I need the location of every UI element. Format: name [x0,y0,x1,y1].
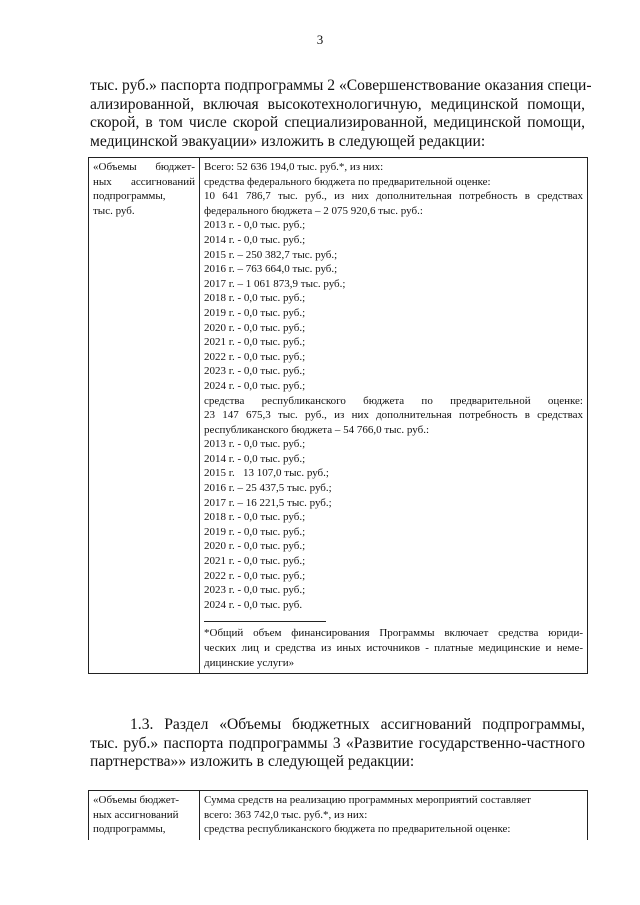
content-line: республиканского бюджета – 54 766,0 тыс. руб.: [204,423,430,436]
content-line: Сумма средств на реализацию программных мероприятий составляет [204,794,531,806]
intro-line: медицинской эвакуации» изложить в следующей редакции: [90,132,486,150]
content-line: 2015 г. 13 107,0 тыс. руб.; [204,467,329,480]
content-line: 10 641 786,7 тыс. руб., из них дополнительная потребность в средствах [204,190,583,203]
intro-line: тыс. руб.» паспорта подпрограммы 2 «Совершенствование оказания специ- [90,77,592,94]
content-line: 2020 г. - 0,0 тыс. руб.; [204,321,306,334]
content-line: 2014 г. - 0,0 тыс. руб.; [204,233,306,246]
content-line: 2024 г. - 0,0 тыс. руб. [204,598,303,611]
content-line: 2018 г. - 0,0 тыс. руб.; [204,511,306,524]
table-label-cell [89,158,200,674]
content-line: федерального бюджета – 2 075 920,6 тыс. руб.: [204,204,423,217]
content-line: средства республиканского бюджета по предварительной оценке: [204,394,583,407]
content-line: 2021 г. - 0,0 тыс. руб.; [204,555,306,568]
table-content-cell [200,158,588,674]
content-line: 2022 г. - 0,0 тыс. руб.; [204,569,306,582]
content-line: средства федерального бюджета по предварительной оценке: [204,175,491,188]
intro-line: ализированной, включая высокотехнологичную, медицинской помощи, [90,95,585,113]
label-line: подпрограммы, [93,823,166,836]
content-line: средства республиканского бюджета по предварительной оценке: [204,823,511,836]
label-line: ных ассигнований [93,175,195,188]
content-line: 2023 г. - 0,0 тыс. руб.; [204,584,306,597]
footnote-separator [204,621,326,622]
content-line: 2019 г. - 0,0 тыс. руб.; [204,525,306,538]
section-paragraph [90,716,585,772]
content-line: Всего: 52 636 194,0 тыс. руб.*, из них: [204,161,384,173]
footnote [204,626,583,670]
content-line: 2013 г. - 0,0 тыс. руб.; [204,219,306,232]
intro-paragraph [90,77,592,151]
table-row [89,791,588,840]
footnote-line: ческих лиц и средства из иных источников - платные медицинские и неме- [204,642,583,654]
section-line: партнерства»» изложить в следующей редакции: [90,753,415,771]
content-line: 2017 г. – 16 221,5 тыс. руб.; [204,496,332,509]
label-line: подпрограммы, [93,190,166,203]
label-line: «Объемы бюджет- [93,161,195,173]
table-label-cell [89,791,200,840]
content-line: 2023 г. - 0,0 тыс. руб.; [204,365,306,378]
content-line: 2013 г. - 0,0 тыс. руб.; [204,438,306,451]
intro-line: скорой, в том числе скорой специализированной, медицинской помощи, [90,114,585,132]
content-line: 2019 г. - 0,0 тыс. руб.; [204,306,306,319]
page-number: 3 [316,32,324,47]
content-line: 2021 г. - 0,0 тыс. руб.; [204,336,306,349]
content-line: 2024 г. - 0,0 тыс. руб.; [204,379,306,392]
content-line: 2020 г. - 0,0 тыс. руб.; [204,540,306,553]
content-line: 2016 г. – 763 664,0 тыс. руб.; [204,263,338,276]
label-line: тыс. руб. [93,204,135,217]
content-line: всего: 363 742,0 тыс. руб.*, из них: [204,808,368,821]
content-line: 2016 г. – 25 437,5 тыс. руб.; [204,482,332,495]
content-line: 2015 г. – 250 382,7 тыс. руб.; [204,248,338,261]
label-line: «Объемы бюджет- [93,794,180,806]
content-line: 2014 г. - 0,0 тыс. руб.; [204,452,306,465]
content-line: 23 147 675,3 тыс. руб., из них дополнительная потребность в средствах [204,409,583,422]
budget-table-subprogram-2 [88,157,588,674]
footnote-line: *Общий объем финансирования Программы включает средства юриди- [204,627,583,640]
section-line: 1.3. Раздел «Объемы бюджетных ассигнований подпрограммы, [130,716,585,733]
table-content-cell [200,791,588,840]
table-row [89,158,588,674]
content-line: 2018 г. - 0,0 тыс. руб.; [204,292,306,305]
content-line: 2022 г. - 0,0 тыс. руб.; [204,350,306,363]
content-line: 2017 г. – 1 061 873,9 тыс. руб.; [204,277,346,290]
label-line: ных ассигнований [93,808,179,821]
budget-table-subprogram-3 [88,790,588,840]
footnote-line: дицинские услуги» [204,656,295,669]
section-line: тыс. руб.» паспорта подпрограммы 3 «Развитие государственно-частного [90,734,585,752]
